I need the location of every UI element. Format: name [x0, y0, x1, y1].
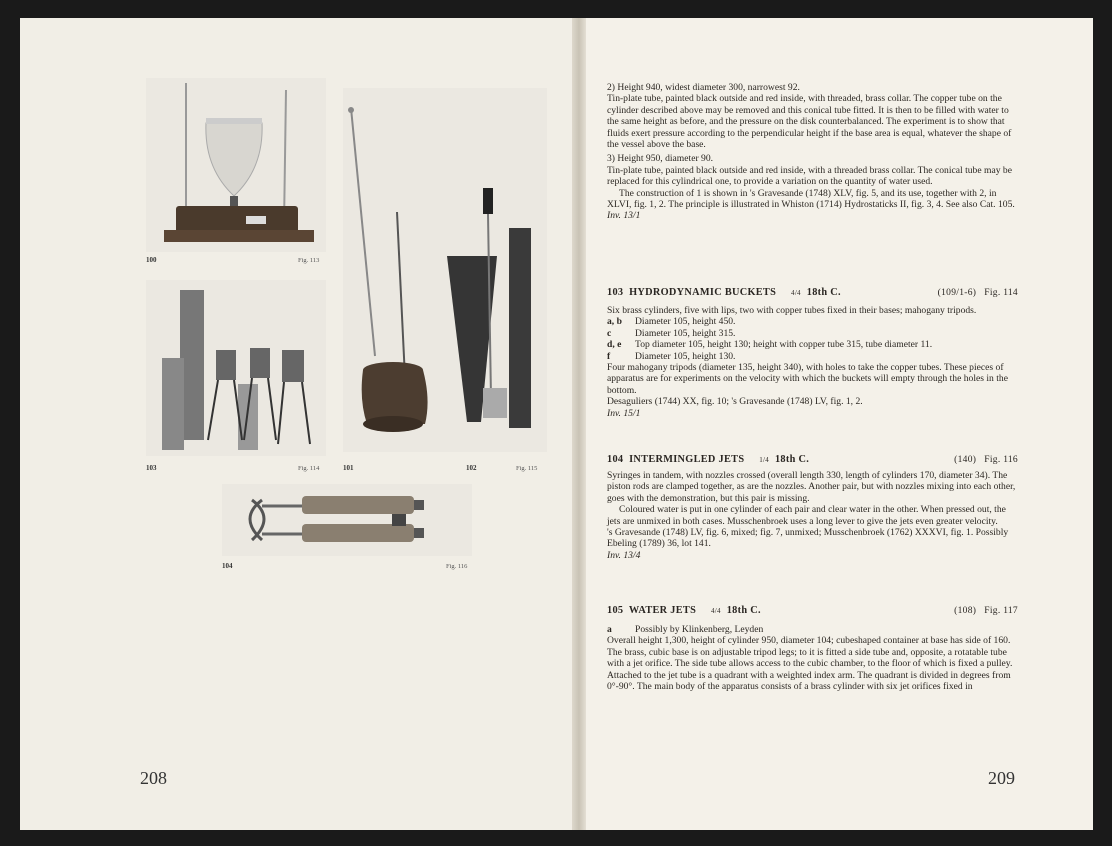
construction-note: The construction of 1 is shown in 's Gravesande (1748) XLV, fig. 5, and its use, together with 2, in XLVI, fig. 1, 2. The principle is illustrated in Whiston (1714) Hydrostaticks II, fig. 3, 4. See also Cat. 105. [607, 187, 1015, 211]
intro-block [607, 82, 1018, 222]
figure-caption-114: Fig. 114 [298, 465, 320, 472]
figure-number-101: 101 [343, 464, 354, 472]
entry-104-heading [607, 454, 1018, 466]
entry-103-item-ab [607, 316, 1018, 327]
inventory-13-1: Inv. 13/1 [607, 210, 641, 222]
item-key: f [607, 350, 611, 362]
entry-104-text-1: Syringes in tandem, with nozzles crossed (overall length 330, length of cylinders 170, diameter 34). The piston rods are clamped together, as are the nozzles. Another pair, but with nozzles mixing into each other, goes with the demonstration, but this pair is missing. [607, 470, 1016, 504]
entry-105-number: 105 [607, 605, 624, 616]
item3-title: 3) Height 950, diameter 90. [607, 153, 714, 165]
entry-103-item-c [607, 328, 1018, 339]
entry-103-item-f [607, 351, 1018, 362]
item3-body: Tin-plate tube, painted black outside and red inside, with a threaded brass collar. The conical tube may be replaced for this cylindrical one, to provide a variation on the quantity of water used. [607, 164, 1012, 188]
figure-caption-115: Fig. 115 [516, 465, 538, 472]
entry-103-references: Desaguliers (1744) XX, fig. 10; 's Gravesande (1748) LV, fig. 1, 2. [607, 396, 863, 408]
figure-number-104: 104 [222, 562, 233, 570]
entry-105-fraction: 4/4 [710, 607, 721, 615]
entry-104-fig: Fig. 116 [984, 455, 1018, 465]
item-key: d, e [607, 339, 622, 351]
entry-104-fraction: 1/4 [759, 456, 770, 464]
entry-103-body [607, 305, 1018, 419]
item-key: a, b [607, 316, 622, 328]
figure-number-100: 100 [146, 256, 157, 264]
entry-105-body [607, 624, 1018, 692]
entry-103-title: HYDRODYNAMIC BUCKETS [629, 287, 777, 298]
entry-105-text-2: The brass, cubic base is on adjustable tripod legs; to it is fitted a side tube and, opposite, a rotatable tube with a jet orifice. The side tube allows access to the cubic chamber, to the floor of which is fixed a pulley. Attached to the jet tube is a quadrant with a weighted index arm. The quadrant is divided in degrees from 0°-90°. The main body of the apparatus consists of a brass cylinder with six jet orifices fixed in [607, 646, 1013, 693]
entry-103-desc: Six brass cylinders, five with lips, two with copper tubes fixed in their bases; mahogany tripods. [607, 305, 977, 316]
item-value: Diameter 105, height 450. [635, 316, 736, 328]
figure-number-103: 103 [146, 464, 157, 472]
item-value: Diameter 105, height 130. [635, 350, 736, 362]
item-value: Top diameter 105, height 130; height with copper tube 315, tube diameter 11. [635, 339, 933, 351]
entry-105-heading [607, 605, 1018, 617]
item2-title: 2) Height 940, widest diameter 300, narrowest 92. [607, 82, 800, 93]
entry-105-text-1: Overall height 1,300, height of cylinder 950, diameter 104; cubeshaped container at base has side of 160. [607, 635, 1011, 647]
inventory-15-1: Inv. 15/1 [607, 407, 641, 419]
entry-104-refs-right [954, 454, 1018, 466]
entry-105-maker: Possibly by Klinkenberg, Leyden [635, 624, 764, 635]
entry-103-text: Four mahogany tripods (diameter 135, height 340), with holes to take the copper tubes. These pieces of apparatus are for experiments on the velocity with which the buckets will empty through the holes in the bottom. [607, 362, 1008, 396]
right-page-number: 209 [988, 768, 1015, 788]
figure-number-102: 102 [466, 464, 477, 472]
photo-fig-115 [343, 88, 547, 452]
item-key: a [607, 624, 612, 635]
entry-104-number: 104 [607, 454, 624, 465]
entry-104-body [607, 470, 1018, 561]
inventory-13-4: Inv. 13/4 [607, 549, 641, 561]
entry-104-title: INTERMINGLED JETS [629, 454, 745, 465]
entry-104-ref: (140) [954, 455, 977, 465]
entry-105-refs-right [954, 605, 1018, 617]
left-page-number: 208 [140, 768, 167, 788]
item-key: c [607, 327, 612, 339]
figure-caption-113: Fig. 113 [298, 257, 320, 264]
photo-fig-114 [146, 280, 326, 456]
entry-104-century: 18th C. [774, 454, 810, 465]
entry-103-item-de [607, 339, 1018, 350]
entry-103-ref: (109/1-6) [937, 288, 977, 298]
entry-103-refs-right [938, 287, 1018, 299]
entry-105-title: WATER JETS [628, 605, 697, 616]
entry-103-number: 103 [607, 287, 624, 298]
entry-105-ref: (108) [954, 606, 977, 616]
entry-105-fig: Fig. 117 [984, 606, 1018, 616]
entry-104-text-2: Coloured water is put in one cylinder of each pair and clear water in the other. When pressed out, the jets are unmixed in both cases. Musschenbroek uses a long lever to give the jets even greater velocity. [607, 504, 1006, 527]
book-gutter [572, 18, 586, 830]
photo-fig-113 [146, 78, 326, 252]
figure-caption-116: Fig. 116 [446, 563, 468, 570]
item-value: Diameter 105, height 315. [635, 327, 736, 339]
entry-105-item-a [607, 624, 1018, 635]
item2-body: Tin-plate tube, painted black outside and red inside, with threaded, brass collar. The copper tube on the cylinder described above may be removed and this conical tube fitted. It is then to be filled with water to the same height as before, and the pressure on the disk counterbalanced. The experiment is to show that fluids exert pressure according to the perpendicular height if the base area is equal, whatever the shape of the vessel above the base. [607, 93, 1012, 151]
entry-103-heading [607, 287, 1018, 299]
entry-103-fig: Fig. 114 [984, 288, 1018, 298]
entry-105-century: 18th C. [726, 605, 761, 616]
entry-103-fraction: 4/4 [791, 289, 801, 297]
entry-104-references: 's Gravesande (1748) LV, fig. 6, mixed; fig. 7, unmixed; Musschenbroek (1762) XXXVI, fig. 1. Possibly Ebeling (1789) 36, lot 141. [607, 527, 1009, 550]
photo-fig-116 [222, 484, 472, 556]
entry-103-century: 18th C. [806, 287, 841, 298]
